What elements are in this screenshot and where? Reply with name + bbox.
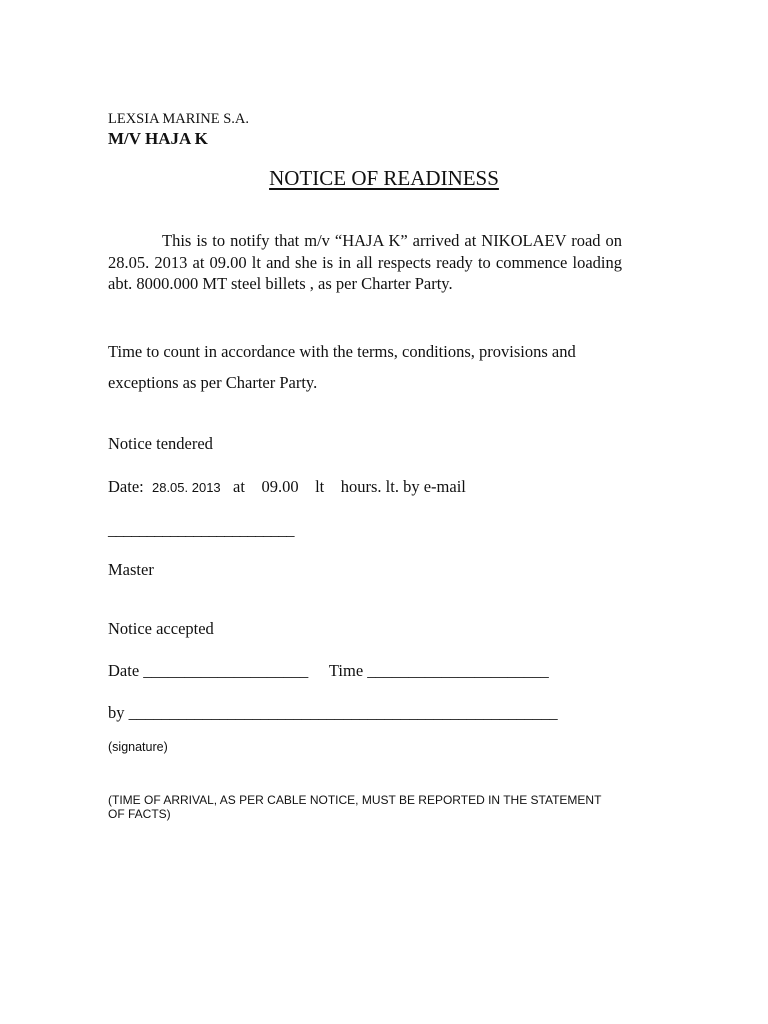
accepted-date-label: Date	[108, 661, 140, 680]
arrival-paragraph	[108, 230, 622, 295]
time-count-line-2: exceptions as per Charter Party.	[108, 373, 318, 392]
tendered-time-value: 09.00	[261, 477, 299, 496]
vessel-name: M/V HAJA K	[108, 129, 208, 148]
notice-accepted-label: Notice accepted	[108, 619, 214, 638]
master-signature-line: ________________________	[108, 520, 294, 539]
accepted-by-blank: ____________________________________________________	[128, 703, 558, 722]
document-title: NOTICE OF READINESS	[269, 166, 499, 190]
tendered-date-value: 28.05. 2013	[151, 480, 221, 495]
accepted-date-time-line	[108, 661, 549, 681]
accepted-time-blank: ______________________	[367, 661, 549, 680]
signature-note: (signature)	[108, 740, 168, 754]
footnote: (TIME OF ARRIVAL, AS PER CABLE NOTICE, MUST BE REPORTED IN THE STATEMENT OF FACTS)	[108, 793, 602, 821]
tendered-suffix: hours. lt. by e-mail	[340, 477, 466, 496]
company-name: LEXSIA MARINE S.A.	[108, 111, 249, 127]
tendered-lt-label: lt	[315, 477, 325, 496]
master-label: Master	[108, 560, 154, 579]
time-count-line-1: Time to count in accordance with the terms, conditions, provisions and	[108, 342, 576, 361]
accepted-by-label: by	[108, 703, 125, 722]
tendered-at-label: at	[233, 477, 245, 496]
accepted-date-blank: ____________________	[143, 661, 309, 680]
tendered-date-label: Date:	[108, 477, 144, 496]
accepted-by-line	[108, 703, 558, 723]
arrival-paragraph-text: This is to notify that m/v “HAJA K” arrived at NIKOLAEV road on 28.05. 2013 at 09.00 lt and she is in all respects ready to commence loading abt. 8000.000 MT steel billets , as per Charter Party.	[108, 231, 622, 293]
notice-tendered-label: Notice tendered	[108, 434, 213, 453]
accepted-time-label: Time	[328, 661, 364, 680]
tendered-date-line	[108, 477, 466, 497]
